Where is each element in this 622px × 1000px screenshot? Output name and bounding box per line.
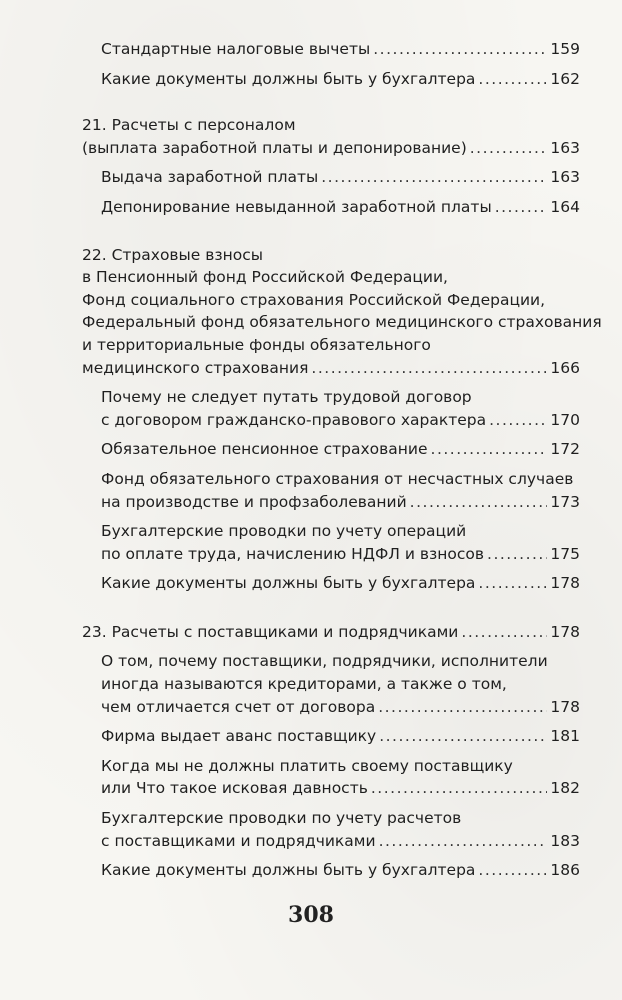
chapter-title-line: Федеральный фонд обязательного медицинского страхования: [82, 313, 602, 332]
toc-continuation: [82, 38, 580, 90]
leader-dots: [489, 409, 547, 432]
page-number: 182: [550, 779, 580, 798]
page-number: 159: [550, 40, 580, 58]
entry-title: Фирма выдает аванс поставщику: [101, 727, 377, 746]
entry-title-line: Бухгалтерские проводки по учету расчетов: [101, 809, 462, 828]
toc-entry: [101, 68, 580, 91]
entry-title-line: О том, почему поставщики, подрядчики, исполнители: [101, 652, 548, 671]
page-number: 173: [550, 492, 580, 511]
toc-entry: [101, 650, 580, 718]
page-number: 163: [550, 138, 580, 157]
leader-dots: [478, 572, 547, 595]
toc-entry: [101, 755, 580, 800]
entry-title-line: Почему не следует путать трудовой договор: [101, 388, 472, 407]
chapter-title-line: 22. Страховые взносы: [82, 245, 264, 264]
chapter-21: [82, 114, 580, 218]
toc-entry: [101, 38, 580, 61]
chapter-title-line: в Пенсионный фонд Российской Федерации,: [82, 268, 448, 287]
entry-title: Какие документы должны быть у бухгалтера: [101, 861, 476, 880]
page-folio-number: 308: [288, 902, 334, 928]
chapter-title-line: 23. Расчеты с поставщиками и подрядчиками: [82, 622, 459, 641]
toc-entry: [101, 166, 580, 189]
toc-entry: [101, 520, 580, 565]
page-number: 178: [550, 622, 580, 641]
toc-entry: [101, 572, 580, 595]
leader-dots: [379, 725, 547, 748]
leader-dots: [495, 196, 547, 219]
leader-dots: [311, 357, 547, 380]
entry-title: Какие документы должны быть у бухгалтера: [101, 69, 476, 88]
page-number: 178: [550, 697, 580, 716]
entry-title: или Что такое исковая давность: [101, 779, 368, 798]
leader-dots: [371, 777, 547, 800]
entry-title: с поставщиками и подрядчиками: [101, 831, 376, 850]
chapter-22: [82, 244, 602, 595]
page-number: 166: [550, 358, 580, 377]
leader-dots: [470, 137, 547, 160]
chapter-title-line: медицинского страхования: [82, 358, 309, 377]
toc-entry: [101, 386, 580, 431]
leader-dots: [373, 38, 547, 61]
chapter-title-line: (выплата заработной платы и депонирование): [82, 138, 467, 157]
leader-dots: [321, 166, 547, 189]
entry-title: Какие документы должны быть у бухгалтера: [101, 574, 476, 593]
page-number: 172: [550, 440, 580, 459]
page-number: 181: [550, 727, 580, 746]
entry-title: Обязательное пенсионное страхование: [101, 440, 428, 459]
toc-entry: [101, 807, 580, 852]
entry-title: Депонирование невыданной заработной платы: [101, 197, 492, 216]
page-number: 175: [550, 544, 580, 563]
page-number: 183: [550, 831, 580, 850]
table-of-contents: [82, 38, 602, 882]
chapter-title-line: 21. Расчеты с персоналом: [82, 116, 296, 135]
page-number: 162: [550, 69, 580, 88]
chapter-title-line: Фонд социального страхования Российской Федерации,: [82, 290, 546, 309]
entry-title: чем отличается счет от договора: [101, 697, 376, 716]
chapter-23: [82, 621, 580, 882]
leader-dots: [410, 491, 547, 514]
leader-dots: [379, 830, 547, 853]
page-number: 170: [550, 410, 580, 429]
chapter-title-line: и территориальные фонды обязательного: [82, 335, 431, 354]
page-number: 163: [550, 168, 580, 187]
toc-entry: [101, 438, 580, 461]
entry-title: по оплате труда, начислению НДФЛ и взносов: [101, 544, 485, 563]
page-number: 164: [550, 197, 580, 216]
leader-dots: [478, 68, 547, 91]
page-number: 186: [550, 861, 580, 880]
page-number: 178: [550, 574, 580, 593]
toc-entry: [101, 859, 580, 882]
entry-title-line: Фонд обязательного страхования от несчастных случаев: [101, 469, 574, 488]
entry-title: Стандартные налоговые вычеты: [101, 40, 371, 58]
toc-entry: [101, 196, 580, 219]
toc-entry: [101, 468, 580, 513]
toc-entry: [101, 725, 580, 748]
entry-title: с договором гражданско-правового характера: [101, 410, 487, 429]
entry-title-line: Когда мы не должны платить своему поставщику: [101, 756, 513, 775]
leader-dots: [478, 859, 547, 882]
entry-title: Выдача заработной платы: [101, 168, 319, 187]
entry-title-line: иногда называются кредиторами, а также о том,: [101, 675, 507, 694]
leader-dots: [378, 696, 547, 719]
entry-title-line: Бухгалтерские проводки по учету операций: [101, 522, 467, 541]
leader-dots: [461, 621, 547, 644]
leader-dots: [431, 438, 547, 461]
leader-dots: [487, 543, 547, 566]
entry-title: на производстве и профзаболеваний: [101, 492, 407, 511]
